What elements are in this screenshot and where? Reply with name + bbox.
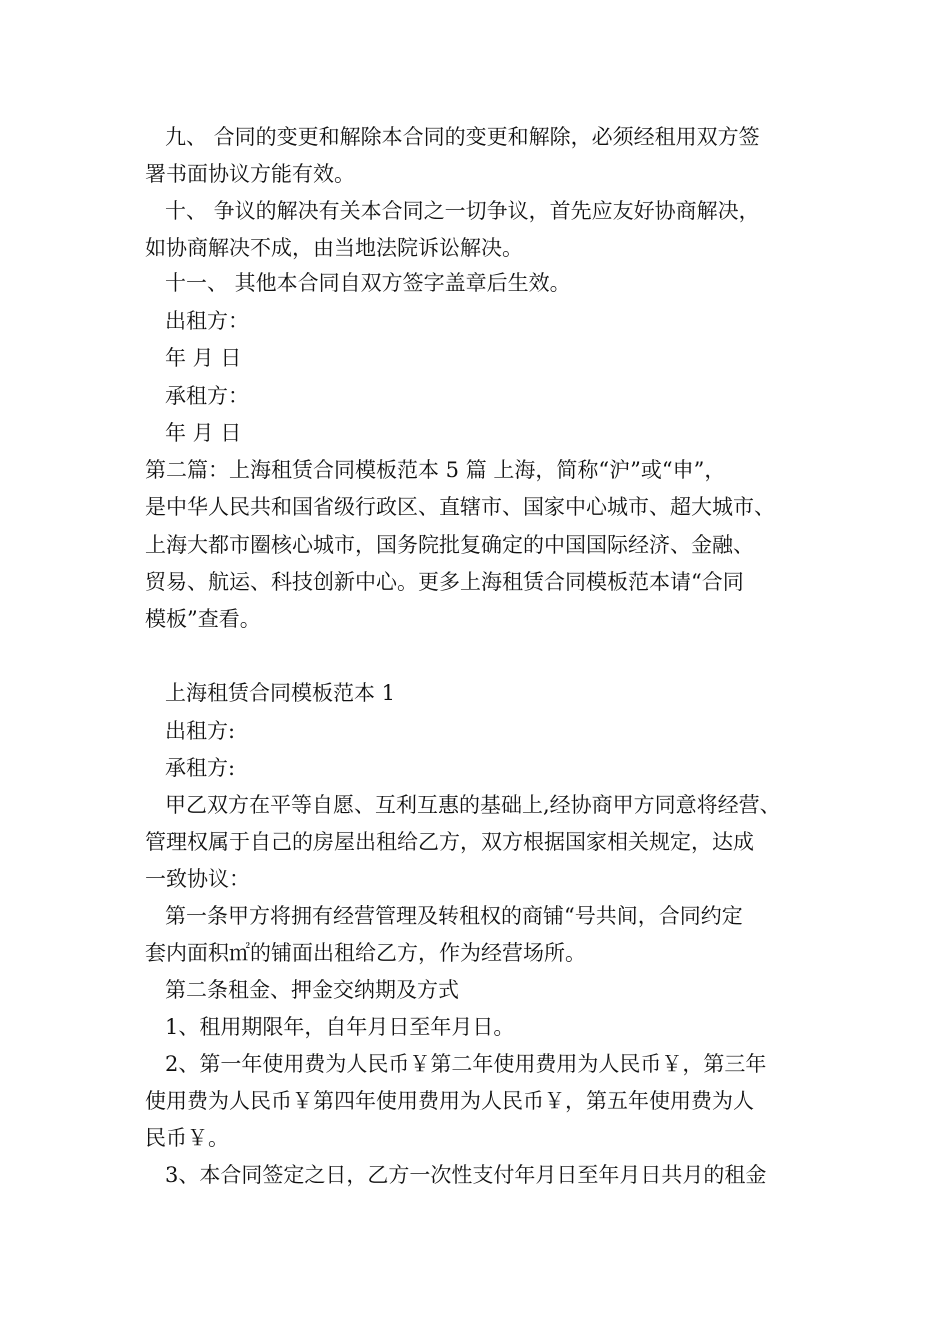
template-1-lessee: 承租方: xyxy=(165,756,236,780)
lessee-label: 承租方： xyxy=(165,384,249,408)
clause-9-line-2: 署书面协议方能有效。 xyxy=(145,162,355,186)
article-1-line-2: 套内面积㎡的铺面出租给乙方，作为经营场所。 xyxy=(145,941,586,965)
lessor-label: 出租方： xyxy=(165,309,249,333)
clause-10-line-2: 如协商解决不成，由当地法院诉讼解决。 xyxy=(145,236,523,260)
intro-line-2: 是中华人民共和国省级行政区、直辖市、国家中心城市、超大城市、 xyxy=(145,495,775,519)
item-2-line-1: 2、第一年使用费为人民币￥第二年使用费用为人民币￥，第三年 xyxy=(165,1052,767,1076)
item-3-line-1: 3、本合同签定之日，乙方一次性支付年月日至年月日共月的租金 xyxy=(165,1163,767,1187)
clause-9-line-1: 九、 合同的变更和解除本合同的变更和解除，必须经租用双方签 xyxy=(165,125,760,149)
item-2-line-2: 使用费为人民币￥第四年使用费用为人民币￥，第五年使用费为人 xyxy=(145,1089,754,1113)
intro-line-5: 模板”查看。 xyxy=(145,607,261,631)
article-2-heading: 第二条租金、押金交纳期及方式 xyxy=(165,978,459,1002)
intro-line-3: 上海大都市圈核心城市，国务院批复确定的中国国际经济、金融、 xyxy=(145,533,754,557)
agreement-line-2: 管理权属于自己的房屋出租给乙方，双方根据国家相关规定，达成 xyxy=(145,830,754,854)
lessor-date: 年 月 日 xyxy=(165,346,242,370)
template-1-title: 上海租赁合同模板范本 1 xyxy=(165,681,396,705)
item-1: 1、租用期限年，自年月日至年月日。 xyxy=(165,1015,515,1039)
section-2-heading: 第二篇：上海租赁合同模板范本 5 篇 上海，简称“沪”或“申”， xyxy=(145,458,726,482)
agreement-line-3: 一致协议： xyxy=(145,867,250,891)
article-1-line-1: 第一条甲方将拥有经营管理及转租权的商铺“号共间，合同约定 xyxy=(165,904,743,928)
item-2-line-3: 民币￥。 xyxy=(145,1126,229,1150)
clause-11-line: 十一、 其他本合同自双方签字盖章后生效。 xyxy=(165,271,571,295)
lessee-date: 年 月 日 xyxy=(165,421,242,445)
agreement-line-1: 甲乙双方在平等自愿、互利互惠的基础上,经协商甲方同意将经营、 xyxy=(165,793,781,817)
template-1-lessor: 出租方: xyxy=(165,719,236,743)
intro-line-4: 贸易、航运、科技创新中心。更多上海租赁合同模板范本请“合同 xyxy=(145,570,744,594)
clause-10-line-1: 十、 争议的解决有关本合同之一切争议，首先应友好协商解决， xyxy=(165,199,760,223)
